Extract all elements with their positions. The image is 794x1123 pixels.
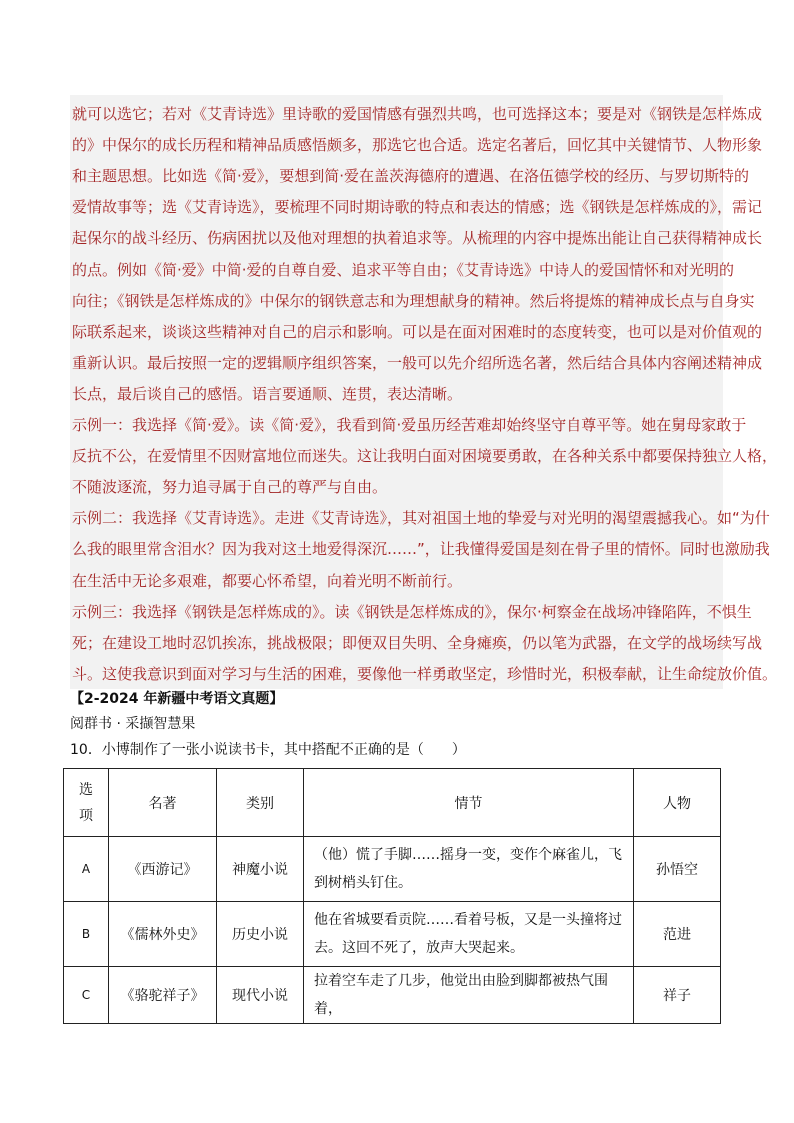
question-text: 10．小博制作了一张小说读书卡，其中搭配不正确的是（ ） [70,742,466,758]
answer-line: 么我的眼里常含泪水？因为我对这土地爱得深沉……”，让我懂得爱国是刻在骨子里的情怀。同时也激励我 [72,540,770,559]
header-character: 人物 [634,769,721,837]
answer-line: 重新认识。最后按照一定的逻辑顺序组织答案，一般可以先介绍所选名著，然后结合具体内容阐述精神成 [72,353,763,372]
row-option: B [64,902,109,967]
table-row [64,967,721,1024]
answer-line: 示例三：我选择《钢铁是怎样炼成的》。读《钢铁是怎样炼成的》，保尔·柯察金在战场冲锋陷阵，不惧生 [72,602,752,621]
row-category: 历史小说 [217,902,304,967]
table-header-row [64,769,721,837]
row-option: A [64,837,109,902]
header-option: 选 项 [64,769,109,837]
answer-line: 爱情故事等；选《艾青诗选》，要梳理不同时期诗歌的特点和表达的情感；选《钢铁是怎样炼成的》，需记 [72,198,763,217]
subsection-title: 阅群书 · 采撷智慧果 [70,716,196,732]
row-option: C [64,967,109,1024]
row-category: 神魔小说 [217,837,304,902]
answer-line: 向往；《钢铁是怎样炼成的》中保尔的钢铁意志和为理想献身的精神。然后将提炼的精神成长点与自身实 [72,291,755,310]
answer-line: 的》中保尔的成长历程和精神品质感悟颇多，那选它也合适。选定名著后，回忆其中关键情节、人物形象 [72,136,763,155]
answer-line: 起保尔的战斗经历、伤病困扰以及他对理想的执着追求等。从梳理的内容中提炼出能让自己获得精神成长 [72,229,763,248]
row-book: 《西游记》 [109,837,217,902]
header-book: 名著 [109,769,217,837]
answer-line: 长点，最后谈自己的感悟。语言要通顺、连贯，表达清晰。 [72,384,463,403]
header-category: 类别 [217,769,304,837]
row-character: 祥子 [634,967,721,1024]
answer-line: 死；在建设工地时忍饥挨冻，挑战极限；即便双目失明、全身瘫痪，仍以笔为武器，在文学的战场续写战 [72,633,763,652]
table-row [64,902,721,967]
answer-line: 不随波逐流，努力追寻属于自己的尊严与自由。 [72,478,388,497]
answer-line: 就可以选它；若对《艾青诗选》里诗歌的爱国情感有强烈共鸣，也可选择这本；要是对《钢铁是怎样炼成 [72,105,763,123]
row-category: 现代小说 [217,967,304,1024]
row-character: 范进 [634,902,721,967]
row-book: 《骆驼祥子》 [109,967,217,1024]
answer-line: 和主题思想。比如选《简·爱》，要想到简·爱在盖茨海德府的遭遇、在洛伍德学校的经历、与罗切斯特的 [72,167,750,186]
row-book: 《儒林外史》 [109,902,217,967]
table-row [64,837,721,902]
row-plot: 他在省城要看贡院……看着号板，又是一头撞将过去。这回不死了，放声大哭起来。 [304,902,634,967]
row-character: 孙悟空 [634,837,721,902]
row-plot: 拉着空车走了几步，他觉出由脸到脚都被热气围着， [304,967,634,1024]
reading-card-table [63,768,721,1024]
section-title: 【2-2024 年新疆中考语文真题】 [70,691,284,707]
answer-line: 际联系起来，谈谈这些精神对自己的启示和影响。可以是在面对困难时的态度转变，也可以是对价值观的 [72,322,763,341]
answer-line: 反抗不公，在爱情里不因财富地位而迷失。这让我明白面对困境要勇敢，在各种关系中都要保持独立人格， [72,447,778,466]
header-plot: 情节 [304,769,634,837]
answer-line: 斗。这使我意识到面对学习与生活的困难，要像他一样勇敢坚定，珍惜时光，积极奉献，让生命绽放价值。 [72,664,778,683]
answer-line: 示例二：我选择《艾青诗选》。走进《艾青诗选》，其对祖国土地的挚爱与对光明的渴望震撼我心。如“为什 [72,509,770,528]
answer-line: 示例一：我选择《简·爱》。读《简·爱》，我看到简·爱虽历经苦难却始终坚守自尊平等。她在舅母家敢于 [72,416,747,434]
answer-line: 在生活中无论多艰难，都要心怀希望，向着光明不断前行。 [72,571,463,590]
row-plot: （他）慌了手脚……摇身一变，变作个麻雀儿，飞到树梢头钉住。 [304,837,634,902]
answer-line: 的点。例如《简·爱》中简·爱的自尊自爱、追求平等自由；《艾青诗选》中诗人的爱国情怀和对光明的 [72,260,735,279]
